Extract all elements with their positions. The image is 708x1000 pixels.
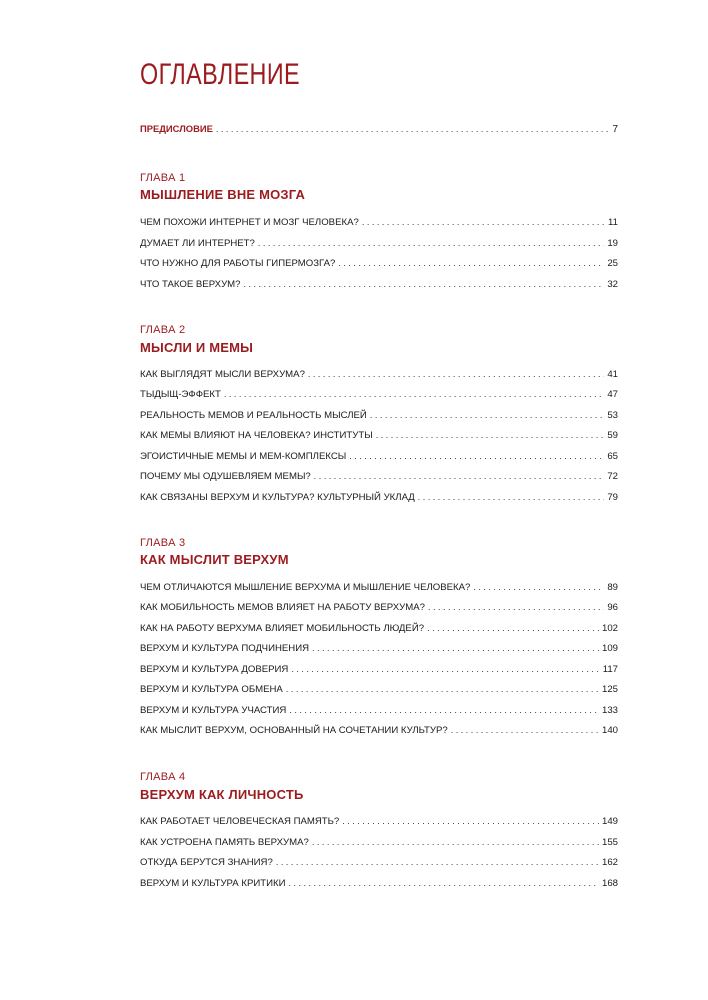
toc-entry-label: КАК РАБОТАЕТ ЧЕЛОВЕЧЕСКАЯ ПАМЯТЬ? bbox=[140, 816, 340, 827]
chapter-number: ГЛАВА 4 bbox=[140, 771, 186, 783]
toc-entry-label: ВЕРХУМ И КУЛЬТУРА ОБМЕНА bbox=[140, 684, 283, 695]
chapter-title: МЫСЛИ И МЕМЫ bbox=[140, 340, 254, 355]
dot-leader bbox=[314, 470, 605, 482]
dot-leader bbox=[342, 815, 599, 827]
toc-entry-label: РЕАЛЬНОСТЬ МЕМОВ И РЕАЛЬНОСТЬ МЫСЛЕЙ bbox=[140, 410, 367, 421]
toc-entry-page: 140 bbox=[601, 725, 618, 736]
toc-entry-page: 53 bbox=[607, 410, 618, 421]
toc-entry[interactable] bbox=[140, 704, 618, 717]
toc-entry[interactable] bbox=[140, 257, 618, 270]
toc-entry-page: 11 bbox=[608, 217, 618, 228]
toc-entry[interactable] bbox=[140, 429, 618, 442]
dot-leader bbox=[349, 450, 604, 462]
toc-entry-page: 102 bbox=[601, 623, 618, 634]
toc-entry[interactable] bbox=[140, 683, 618, 696]
toc-entry[interactable] bbox=[140, 216, 618, 229]
toc-entry-page: 41 bbox=[607, 369, 618, 380]
toc-entry[interactable] bbox=[140, 622, 618, 635]
toc-entry[interactable] bbox=[140, 642, 618, 655]
dot-leader bbox=[312, 642, 599, 654]
toc-entry-label: КАК ВЫГЛЯДЯТ МЫСЛИ ВЕРХУМА? bbox=[140, 369, 305, 380]
toc-entry[interactable] bbox=[140, 388, 618, 401]
toc-entry[interactable] bbox=[140, 278, 618, 291]
chapter-number: ГЛАВА 2 bbox=[140, 324, 186, 336]
dot-leader bbox=[224, 388, 604, 400]
toc-entry-page: 168 bbox=[601, 878, 618, 889]
dot-leader bbox=[473, 581, 604, 593]
page-title: ОГЛАВЛЕНИЕ bbox=[140, 58, 301, 91]
toc-entry-label: КАК УСТРОЕНА ПАМЯТЬ ВЕРХУМА? bbox=[140, 837, 309, 848]
dot-leader bbox=[289, 704, 599, 716]
toc-entry-label: ПОЧЕМУ МЫ ОДУШЕВЛЯЕМ МЕМЫ? bbox=[140, 471, 311, 482]
toc-entry-page: 133 bbox=[601, 705, 618, 716]
toc-entry-preface[interactable] bbox=[140, 123, 618, 136]
dot-leader bbox=[276, 856, 599, 868]
chapter-number: ГЛАВА 1 bbox=[140, 172, 186, 184]
dot-leader bbox=[362, 216, 605, 228]
toc-entry-page: 32 bbox=[607, 279, 618, 290]
chapter-title: МЫШЛЕНИЕ ВНЕ МОЗГА bbox=[140, 187, 306, 202]
chapter-title: ВЕРХУМ КАК ЛИЧНОСТЬ bbox=[140, 787, 304, 802]
chapter-title: КАК МЫСЛИТ ВЕРХУМ bbox=[140, 552, 289, 567]
toc-entry-page: 162 bbox=[601, 857, 618, 868]
toc-entry-label: ВЕРХУМ И КУЛЬТУРА ДОВЕРИЯ bbox=[140, 664, 289, 675]
dot-leader bbox=[308, 368, 604, 380]
toc-entry-label: ВЕРХУМ И КУЛЬТУРА КРИТИКИ bbox=[140, 878, 286, 889]
toc-entry-page: 96 bbox=[607, 602, 618, 613]
toc-entry[interactable] bbox=[140, 877, 618, 890]
dot-leader bbox=[288, 877, 599, 889]
toc-entry-page: 89 bbox=[607, 582, 618, 593]
toc-entry-label: ЧЕМ ПОХОЖИ ИНТЕРНЕТ И МОЗГ ЧЕЛОВЕКА? bbox=[140, 217, 359, 228]
toc-entry-label: КАК МЫСЛИТ ВЕРХУМ, ОСНОВАННЫЙ НА СОЧЕТАНИИ КУЛЬТУР? bbox=[140, 725, 448, 736]
toc-entry[interactable] bbox=[140, 815, 618, 828]
toc-entry-label: ЧТО ТАКОЕ ВЕРХУМ? bbox=[140, 279, 241, 290]
toc-entry-page: 47 bbox=[607, 389, 618, 400]
toc-entry[interactable] bbox=[140, 491, 618, 504]
toc-entry[interactable] bbox=[140, 836, 618, 849]
dot-leader bbox=[428, 601, 604, 613]
toc-entry-page: 117 bbox=[602, 664, 618, 675]
toc-entry[interactable] bbox=[140, 470, 618, 483]
toc-entry[interactable] bbox=[140, 601, 618, 614]
dot-leader bbox=[418, 491, 605, 503]
toc-entry[interactable] bbox=[140, 581, 618, 594]
dot-leader bbox=[291, 663, 599, 675]
toc-entry-page: 79 bbox=[607, 492, 618, 503]
dot-leader bbox=[312, 836, 599, 848]
toc-entry-label: ТЫДЫЩ-ЭФФЕКТ bbox=[140, 389, 221, 400]
toc-entry-label: ЧТО НУЖНО ДЛЯ РАБОТЫ ГИПЕРМОЗГА? bbox=[140, 258, 336, 269]
toc-entry-label: КАК СВЯЗАНЫ ВЕРХУМ И КУЛЬТУРА? КУЛЬТУРНЫЙ УКЛАД bbox=[140, 492, 415, 503]
toc-entry[interactable] bbox=[140, 663, 618, 676]
toc-entry-label: ВЕРХУМ И КУЛЬТУРА УЧАСТИЯ bbox=[140, 705, 287, 716]
toc-entry-label: КАК МЕМЫ ВЛИЯЮТ НА ЧЕЛОВЕКА? ИНСТИТУТЫ bbox=[140, 430, 373, 441]
toc-entry-page: 109 bbox=[601, 643, 618, 654]
toc-entry[interactable] bbox=[140, 450, 618, 463]
toc-entry[interactable] bbox=[140, 724, 618, 737]
chapter-number: ГЛАВА 3 bbox=[140, 537, 186, 549]
toc-entry[interactable] bbox=[140, 856, 618, 869]
dot-leader bbox=[258, 237, 604, 249]
toc-entry-page: 7 bbox=[612, 124, 618, 135]
dot-leader bbox=[338, 257, 604, 269]
toc-entry-label: ПРЕДИСЛОВИЕ bbox=[140, 123, 213, 134]
toc-entry-label: ЭГОИСТИЧНЫЕ МЕМЫ И МЕМ-КОМПЛЕКСЫ bbox=[140, 451, 347, 462]
toc-entry[interactable] bbox=[140, 237, 618, 250]
toc-entry-page: 155 bbox=[601, 837, 618, 848]
toc-entry-page: 25 bbox=[607, 258, 618, 269]
toc-entry-page: 59 bbox=[607, 430, 618, 441]
toc-entry-label: КАК НА РАБОТУ ВЕРХУМА ВЛИЯЕТ МОБИЛЬНОСТЬ ЛЮДЕЙ? bbox=[140, 623, 425, 634]
toc-entry-page: 19 bbox=[607, 238, 618, 249]
dot-leader bbox=[376, 429, 605, 441]
dot-leader bbox=[286, 683, 599, 695]
toc-entry-label: ЧЕМ ОТЛИЧАЮТСЯ МЫШЛЕНИЕ ВЕРХУМА И МЫШЛЕНИЕ ЧЕЛОВЕКА? bbox=[140, 582, 471, 593]
dot-leader bbox=[451, 724, 599, 736]
toc-entry-page: 149 bbox=[601, 816, 618, 827]
dot-leader bbox=[370, 409, 605, 421]
toc-entry-label: КАК МОБИЛЬНОСТЬ МЕМОВ ВЛИЯЕТ НА РАБОТУ ВЕРХУМА? bbox=[140, 602, 425, 613]
toc-entry[interactable] bbox=[140, 409, 618, 422]
dot-leader bbox=[427, 622, 599, 634]
dot-leader bbox=[244, 278, 605, 290]
toc-entry-label: ВЕРХУМ И КУЛЬТУРА ПОДЧИНЕНИЯ bbox=[140, 643, 310, 654]
dot-leader bbox=[216, 123, 610, 135]
toc-entry-page: 125 bbox=[601, 684, 618, 695]
toc-entry-page: 65 bbox=[607, 451, 618, 462]
toc-entry-page: 72 bbox=[607, 471, 618, 482]
toc-entry-label: ОТКУДА БЕРУТСЯ ЗНАНИЯ? bbox=[140, 857, 273, 868]
toc-entry[interactable] bbox=[140, 368, 618, 381]
toc-entry-label: ДУМАЕТ ЛИ ИНТЕРНЕТ? bbox=[140, 238, 255, 249]
